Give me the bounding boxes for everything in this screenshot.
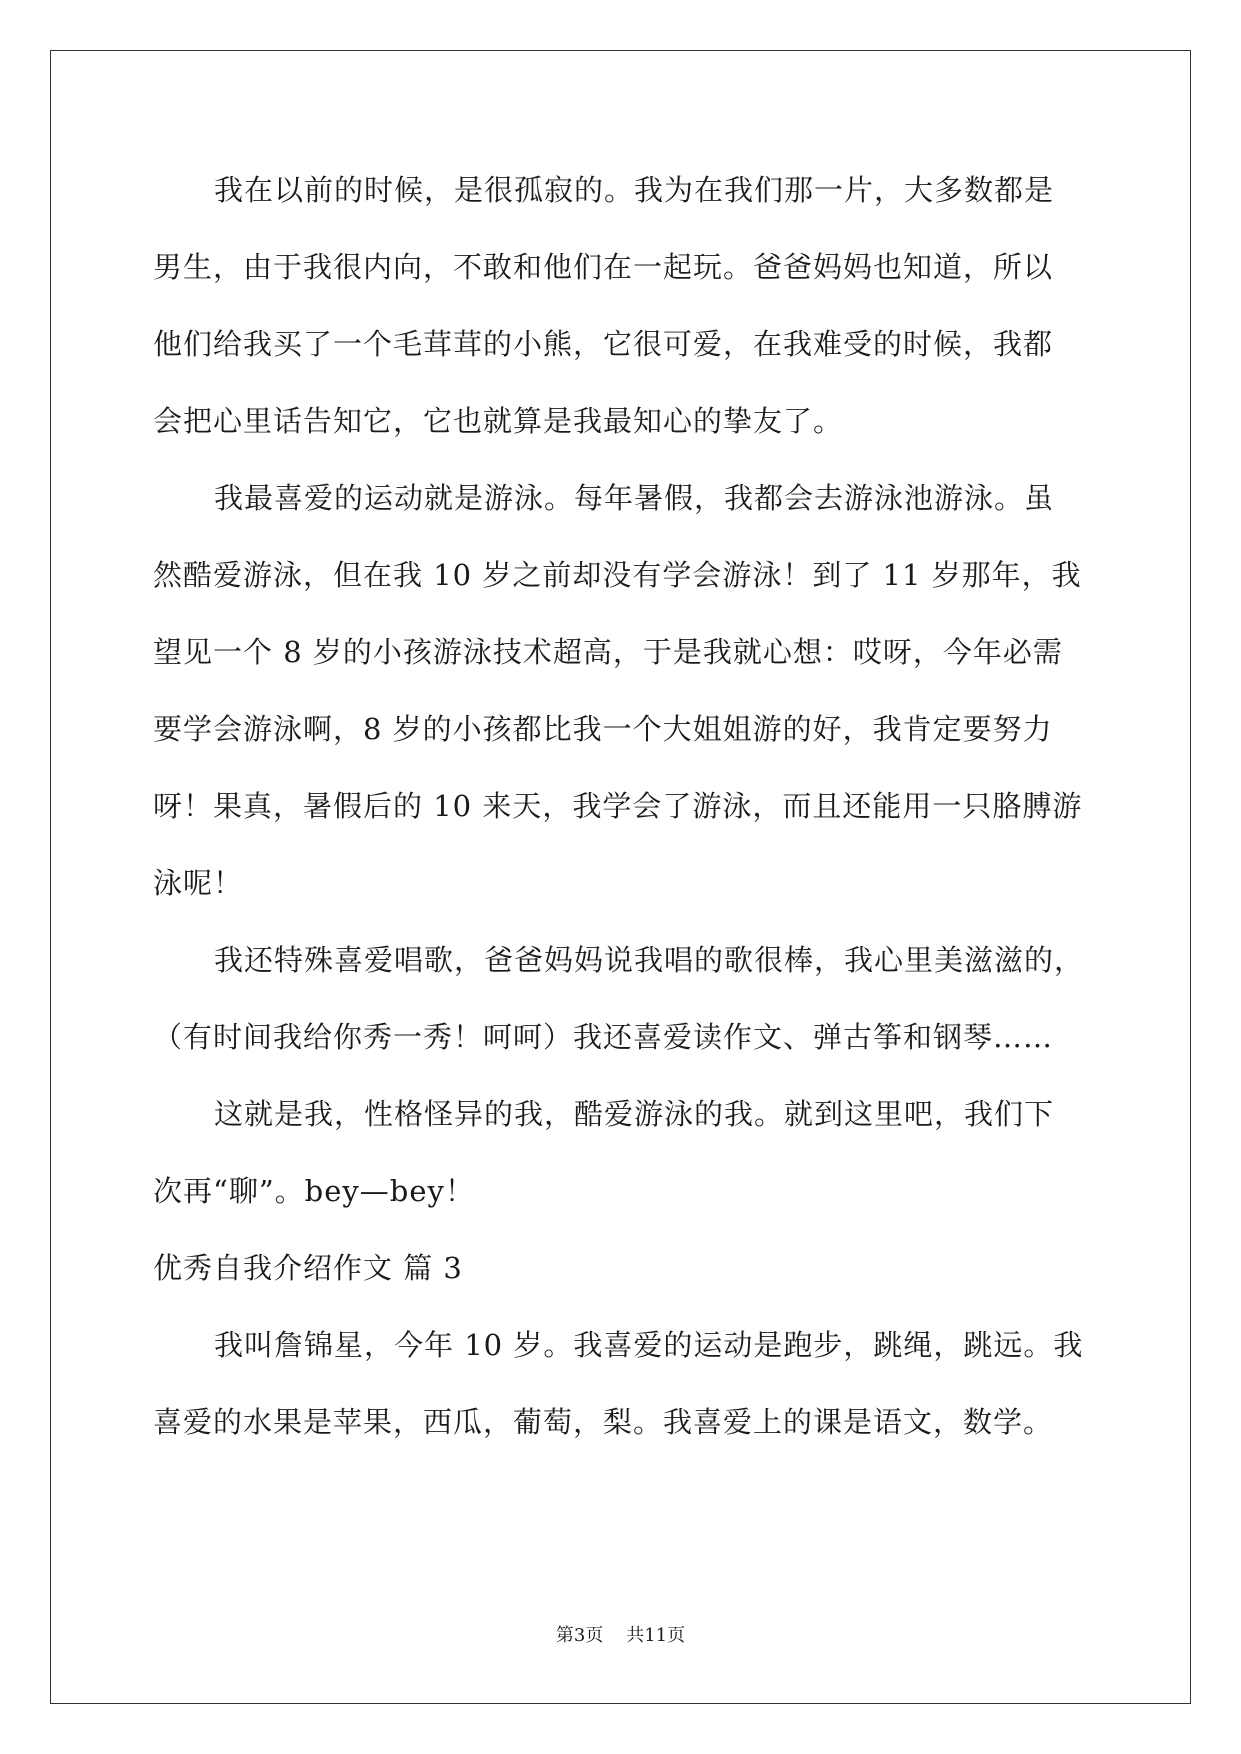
paragraph-line: 我在以前的时候，是很孤寂的。我为在我们那一片，大多数都是 (214, 173, 1055, 207)
paragraph-line: 我还特殊喜爱唱歌，爸爸妈妈说我唱的歌很棒，我心里美滋滋的， (214, 943, 1085, 977)
paragraph-line: 喜爱的水果是苹果，西瓜，葡萄，梨。我喜爱上的课是语文，数学。 (153, 1405, 1054, 1439)
paragraph-line: 这就是我，性格怪异的我，酷爱游泳的我。就到这里吧，我们下 (214, 1097, 1055, 1131)
section-heading: 优秀自我介绍作文 篇 3 (153, 1251, 463, 1285)
paragraph-line: 他们给我买了一个毛茸茸的小熊，它很可爱，在我难受的时候，我都 (153, 327, 1054, 361)
paragraph-line: 我叫詹锦星，今年 10 岁。我喜爱的运动是跑步，跳绳，跳远。我 (214, 1328, 1084, 1362)
paragraph-line: 会把心里话告知它，它也就算是我最知心的挚友了。 (153, 404, 844, 438)
paragraph-line: 男生，由于我很内向，不敢和他们在一起玩。爸爸妈妈也知道，所以 (153, 250, 1054, 284)
page-footer: 第3页 共11页 (555, 1625, 686, 1646)
paragraph-line: 望见一个 8 岁的小孩游泳技术超高，于是我就心想：哎呀，今年必需 (153, 635, 1063, 669)
paragraph-line: 要学会游泳啊，8 岁的小孩都比我一个大姐姐游的好，我肯定要努力 (153, 712, 1053, 746)
paragraph-line: （有时间我给你秀一秀！呵呵）我还喜爱读作文、弹古筝和钢琴…… (153, 1020, 1054, 1054)
paragraph-line: 呀！果真，暑假后的 10 来天，我学会了游泳，而且还能用一只胳膊游 (153, 789, 1083, 823)
paragraph-line: 泳呢！ (153, 866, 244, 900)
paragraph-line: 然酷爱游泳，但在我 10 岁之前却没有学会游泳！到了 11 岁那年，我 (153, 558, 1082, 592)
paragraph-line: 次再“聊”。bey—bey！ (153, 1174, 475, 1208)
paragraph-line: 我最喜爱的运动就是游泳。每年暑假，我都会去游泳池游泳。虽 (214, 481, 1055, 515)
